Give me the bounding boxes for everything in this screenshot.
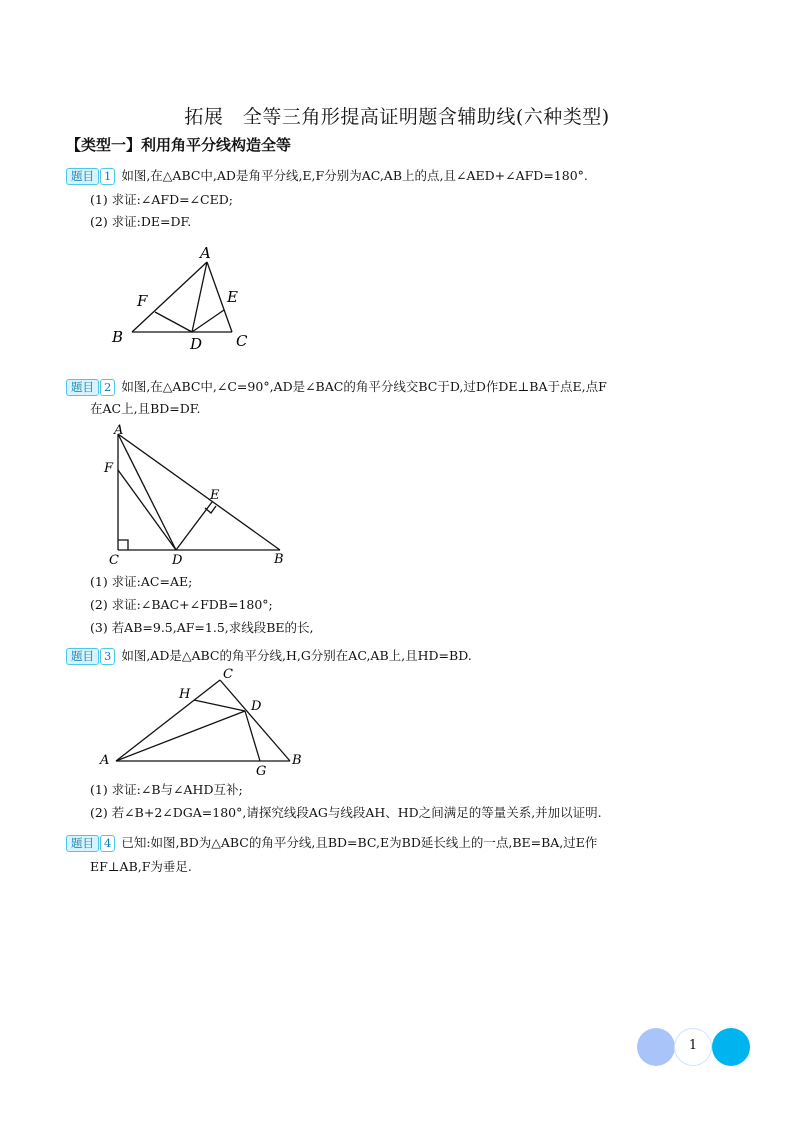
label-c: C [236,332,248,350]
segment-hd [194,700,245,711]
problem-3-text: 如图,AD是△ABC的角平分线,H,G分别在AC,AB上,且HD=BD. [121,648,472,663]
problem-2-q2: (2) 求证:∠BAC+∠FDB=180°; [90,597,273,612]
problem-2-text-line2: 在AC上,且BD=DF. [90,401,201,416]
problem-4-stem [66,833,597,852]
label-e: E [227,288,238,306]
problem-1-q2: (2) 求证:DE=DF. [90,214,192,229]
problem-1-stem [66,166,588,185]
problem-badge: 题目 [66,835,99,852]
label-e: E [210,488,220,503]
segment-ad [116,711,245,761]
problem-3-q1: (1) 求证:∠B与∠AHD互补; [90,782,243,797]
label-b: B [292,753,302,768]
problem-3-q2: (2) 若∠B+2∠DGA=180°,请探究线段AG与线段AH、HD之间满足的等量关系,并加以证明. [90,805,602,820]
problem-4-text-line2: EF⊥AB,F为垂足. [90,859,192,874]
figure-1 [100,240,270,355]
problem-badge: 题目 [66,168,99,185]
problem-number: 1 [100,168,115,185]
problem-2-stem [66,377,607,396]
right-angle-c [118,540,128,550]
page-number: 1 [688,1038,698,1053]
label-c: C [223,667,233,682]
label-b: B [112,328,124,346]
label-g: G [256,764,267,778]
label-a: A [114,423,124,438]
segment-ad [118,434,176,550]
label-d: D [172,553,183,568]
problem-4-text-line1: 已知:如图,BD为△ABC的角平分线,且BD=BC,E为BD延长线上的一点,BE=BA,过E作 [121,835,598,850]
figure-3 [98,664,308,778]
problem-1-text: 如图,在△ABC中,AD是角平分线,E,F分别为AC,AB上的点,且∠AED+∠AFD=180°. [121,168,588,183]
label-d: D [251,699,262,714]
label-d: D [190,335,203,353]
segment-ed [192,310,224,332]
segment-ab [118,434,280,550]
figure-2 [100,422,300,570]
footer-decor-left [637,1028,675,1066]
section-heading: 【类型一】利用角平分线构造全等 [66,136,292,154]
problem-3-stem [66,646,472,665]
label-f: F [137,292,148,310]
right-angle-e [205,506,216,513]
problem-badge: 题目 [66,379,99,396]
problem-2-q1: (1) 求证:AC=AE; [90,574,193,589]
segment-ac [116,680,220,761]
segment-fd [155,312,192,332]
problem-badge: 题目 [66,648,99,665]
label-b: B [274,552,284,567]
problem-2-q3: (3) 若AB=9.5,AF=1.5,求线段BE的长, [90,620,314,635]
problem-number: 4 [100,835,115,852]
problem-1-q1: (1) 求证:∠AFD=∠CED; [90,192,233,207]
problem-number: 2 [100,379,115,396]
label-h: H [179,687,191,702]
segment-ad [192,262,207,332]
problem-2-text-line1: 如图,在△ABC中,∠C=90°,AD是∠BAC的角平分线交BC于D,过D作DE⊥BA于点E,点F [121,379,607,394]
segment-cb [220,680,290,761]
page-title: 拓展 全等三角形提高证明题含辅助线(六种类型) [184,106,610,128]
segment-fd [118,470,176,550]
label-a: A [100,753,110,768]
footer-decor-right [712,1028,750,1066]
label-c: C [109,553,119,568]
label-f: F [104,461,114,476]
problem-number: 3 [100,648,115,665]
label-a: A [200,244,211,262]
